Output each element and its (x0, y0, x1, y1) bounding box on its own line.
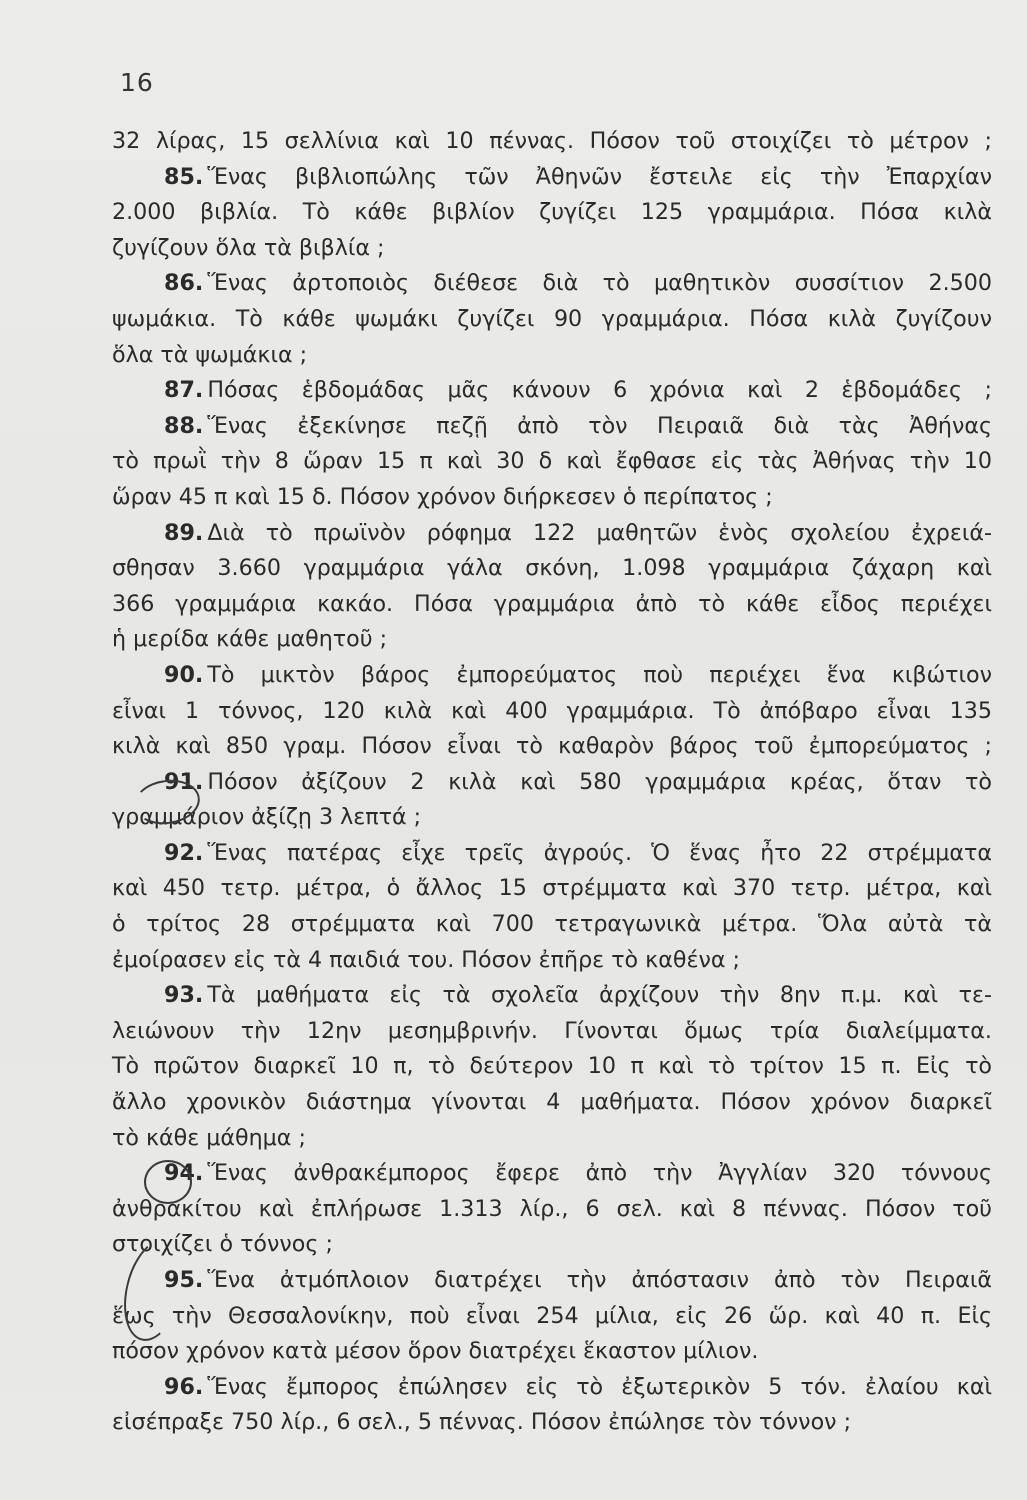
text-line (112, 160, 992, 196)
text-line (112, 302, 992, 338)
text-line (112, 871, 992, 907)
text-line (112, 1227, 992, 1263)
text-line (112, 978, 992, 1014)
line-text: κιλὰ καὶ 850 γραμ. Πόσον εἶναι τὸ καθαρὸν βάρος τοῦ ἐμπορεύματος ; (112, 733, 992, 760)
text-line (112, 409, 992, 445)
line-text: λειώνουν τὴν 12ην μεσημβρινήν. Γίνονται ὅμως τρία διαλείμματα. (112, 1017, 992, 1044)
exercise-number: 95. (164, 1267, 204, 1293)
line-text: Διὰ τὸ πρωϊνὸν ρόφημα 122 μαθητῶν ἑνὸς σχολείου ἐχρειά- (207, 519, 992, 546)
line-text: εἶναι 1 τόννος, 120 κιλὰ καὶ 400 γραμμάρια. Τὸ ἀπόβαρο εἶναι 135 (112, 697, 992, 724)
text-line (112, 231, 992, 267)
line-text: Τὸ μικτὸν βάρος ἐμπορεύματος ποὺ περιέχει ἕνα κιβώτιον (207, 661, 992, 688)
exercise-number: 91. (164, 768, 204, 795)
text-line (112, 1192, 992, 1228)
text-line (112, 765, 992, 801)
line-text: Πόσας ἑβδομάδας μᾶς κάνουν 6 χρόνια καὶ 2 ἑβδομάδες ; (207, 377, 992, 404)
exercise-number: 94. (164, 1160, 204, 1187)
line-text: ὁ τρίτος 28 στρέμματα καὶ 700 τετραγωνικὰ μέτρα. Ὅλα αὐτὰ τὰ (112, 911, 992, 938)
text-line (112, 551, 992, 587)
text-line (112, 1370, 992, 1406)
exercise-number: 88. (164, 412, 204, 439)
text-line (112, 124, 992, 160)
text-line (112, 943, 992, 979)
text-line (112, 1121, 992, 1157)
line-text: στοιχίζει ὁ τόννος ; (112, 1231, 333, 1258)
text-line (112, 1085, 992, 1121)
line-text: Ἕνας ἐξεκίνησε πεζῇ ἀπὸ τὸν Πειραιᾶ διὰ τὰς Ἀθήνας (207, 412, 992, 439)
text-line (112, 1263, 992, 1299)
text-line (112, 373, 992, 409)
text-line (112, 516, 992, 552)
text-line (112, 729, 992, 765)
exercise-text-block (112, 124, 992, 1441)
exercise-number: 96. (164, 1373, 204, 1400)
text-line (112, 1156, 992, 1192)
line-text: Ἕνα ἀτμόπλοιον διατρέχει τὴν ἀπόστασιν ἀπὸ τὸν Πειραιᾶ (207, 1267, 992, 1293)
exercise-number: 90. (164, 661, 204, 688)
line-text: ἄλλο χρονικὸν διάστημα γίνονται 4 μαθήματα. Πόσον χρόνον διαρκεῖ (112, 1089, 992, 1116)
line-text: καὶ 450 τετρ. μέτρα, ὁ ἄλλος 15 στρέμματα καὶ 370 τετρ. μέτρα, καὶ (112, 875, 992, 902)
text-line (112, 1334, 992, 1370)
line-text: Ἕνας ἀνθρακέμπορος ἔφερε ἀπὸ τὴν Ἀγγλίαν 320 τόννους (207, 1160, 992, 1187)
line-text: ὅλα τὰ ψωμάκια ; (112, 341, 308, 368)
text-line (112, 1014, 992, 1050)
line-text: γραμμάριον ἀξίζῃ 3 λεπτά ; (112, 804, 422, 831)
text-line (112, 266, 992, 302)
text-line (112, 800, 992, 836)
text-line (112, 658, 992, 694)
line-text: Ἕνας πατέρας εἶχε τρεῖς ἀγρούς. Ὁ ἕνας ἦτο 22 στρέμματα (207, 839, 992, 866)
text-line (112, 1049, 992, 1085)
line-text: Ἕνας βιβλιοπώλης τῶν Ἀθηνῶν ἔστειλε εἰς τὴν Ἐπαρχίαν (207, 163, 992, 190)
text-line (112, 694, 992, 730)
line-text: 32 λίρας, 15 σελλίνια καὶ 10 πέννας. Πόσον τοῦ στοιχίζει τὸ μέτρον ; (112, 128, 992, 154)
exercise-number: 92. (164, 839, 204, 866)
line-text: ἀνθρακίτου καὶ ἐπλήρωσε 1.313 λίρ., 6 σελ. καὶ 8 πέννας. Πόσον τοῦ (112, 1195, 992, 1222)
line-text: ἐμοίρασεν εἰς τὰ 4 παιδιά του. Πόσον ἐπῆρε τὸ καθένα ; (112, 946, 740, 973)
line-text: ἕως τὴν Θεσσαλονίκην, ποὺ εἶναι 254 μίλια, εἰς 26 ὥρ. καὶ 40 π. Εἰς (112, 1302, 992, 1329)
text-line (112, 907, 992, 943)
line-text: 2.000 βιβλία. Τὸ κάθε βιβλίον ζυγίζει 125 γραμμάρια. Πόσα κιλὰ (112, 199, 992, 226)
line-text: Τὸ πρῶτον διαρκεῖ 10 π, τὸ δεύτερον 10 π καὶ τὸ τρίτον 15 π. Εἰς τὸ (112, 1053, 992, 1080)
line-text: Πόσον ἀξίζουν 2 κιλὰ καὶ 580 γραμμάρια κρέας, ὅταν τὸ (207, 768, 992, 795)
text-line (112, 622, 992, 658)
line-text: ψωμάκια. Τὸ κάθε ψωμάκι ζυγίζει 90 γραμμάρια. Πόσα κιλὰ ζυγίζουν (112, 305, 992, 332)
line-text: Ἕνας ἔμπορος ἐπώλησεν εἰς τὸ ἐξωτερικὸν 5 τόν. ἐλαίου καὶ (207, 1373, 992, 1400)
line-text: ζυγίζουν ὅλα τὰ βιβλία ; (112, 234, 385, 261)
text-line (112, 480, 992, 516)
line-text: 366 γραμμάρια κακάο. Πόσα γραμμάρια ἀπὸ τὸ κάθε εἶδος περιέχει (112, 590, 992, 617)
text-line (112, 195, 992, 231)
line-text: πόσον χρόνον κατὰ μέσον ὅρον διατρέχει ἕκαστον μίλιον. (112, 1338, 759, 1365)
line-text: εἰσέπραξε 750 λίρ., 6 σελ., 5 πέννας. Πόσον ἐπώλησε τὸν τόννον ; (112, 1409, 852, 1436)
line-text: ὥραν 45 π καὶ 15 δ. Πόσον χρόνον διήρκεσεν ὁ περίπατος ; (112, 483, 773, 510)
line-text: σθησαν 3.660 γραμμάρια γάλα σκόνη, 1.098 γραμμάρια ζάχαρη καὶ (112, 555, 992, 582)
line-text: Ἕνας ἀρτοποιὸς διέθεσε διὰ τὸ μαθητικὸν συσσίτιον 2.500 (207, 270, 992, 297)
line-text: Τὰ μαθήματα εἰς τὰ σχολεῖα ἀρχίζουν τὴν 8ην π.μ. καὶ τε- (207, 982, 992, 1009)
text-line (112, 836, 992, 872)
text-line (112, 1405, 992, 1441)
exercise-number: 89. (164, 519, 204, 546)
exercise-number: 86. (164, 270, 204, 297)
line-text: τὸ πρωῒ τὴν 8 ὥραν 15 π καὶ 30 δ καὶ ἔφθασε εἰς τὰς Ἀθήνας τὴν 10 (112, 448, 992, 475)
line-text: ἡ μερίδα κάθε μαθητοῦ ; (112, 626, 388, 653)
page-number: 16 (120, 68, 154, 97)
exercise-number: 85. (164, 163, 204, 190)
text-line (112, 444, 992, 480)
text-line (112, 338, 992, 374)
text-line (112, 1299, 992, 1335)
line-text: τὸ κάθε μάθημα ; (112, 1124, 306, 1151)
exercise-number: 93. (164, 982, 204, 1009)
exercise-number: 87. (164, 377, 204, 404)
text-line (112, 587, 992, 623)
